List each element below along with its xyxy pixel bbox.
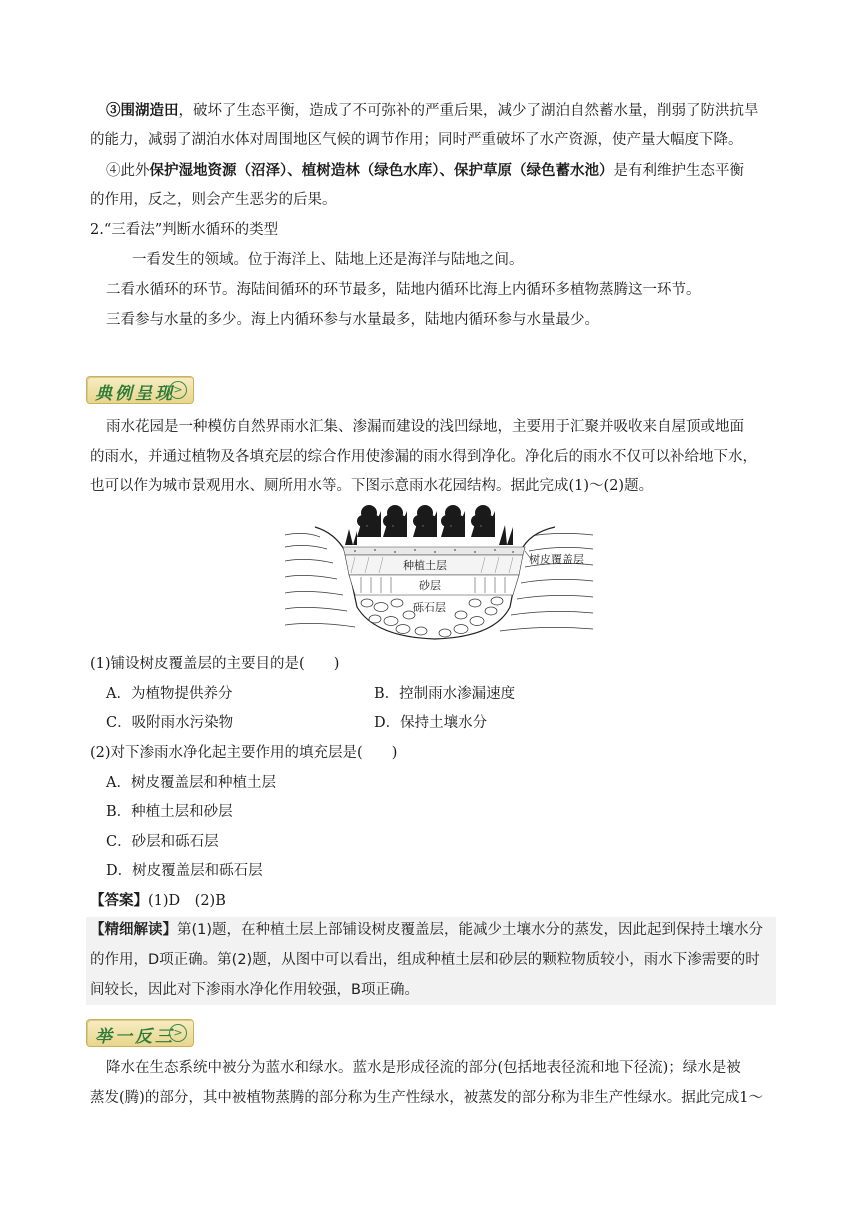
arrow-circle-icon: > (169, 381, 187, 399)
answer-text: (1)D (2)B (148, 893, 226, 909)
intro-line: 雨水花园是一种模仿自然界雨水汇集、渗漏而建设的浅凹绿地，主要用于汇聚并吸收来自屋顶或地面 (106, 419, 744, 435)
question-2: (2)对下渗雨水净化起主要作用的填充层是( ) (90, 745, 398, 761)
tail-line: 降水在生态系统中被分为蓝水和绿水。蓝水是形成径流的部分(包括地表径流和地下径流)；绿水是被 (106, 1060, 741, 1076)
term-enclosure: ③围湖造田 (106, 102, 179, 119)
intro-line: 也可以作为城市景观用水、厕所用水等。下图示意雨水花园结构。据此完成(1)～(2)题。 (90, 478, 654, 494)
explanation-label: 【精细解读】 (90, 922, 177, 938)
question-1: (1)铺设树皮覆盖层的主要目的是( ) (90, 656, 340, 672)
q2-option-b[interactable]: B．种植土层和砂层 (106, 804, 233, 820)
banner-title: 举一反三 (95, 1027, 175, 1047)
tail-line: 蒸发(腾)的部分，其中被植物蒸腾的部分称为生产性绿水，被蒸发的部分称为非生产性绿水。据此完成1～ (90, 1090, 764, 1106)
plant (383, 505, 407, 537)
paragraph-line: 的能力，减弱了湖泊水体对周围地区气候的调节作用；同时严重破坏了水产资源，使产量大幅度下降。 (90, 132, 743, 148)
q1-option-d[interactable]: D．保持土壤水分 (374, 715, 488, 731)
plant (413, 505, 437, 537)
text: ④此外 (106, 163, 150, 179)
paragraph-protection (106, 160, 744, 182)
text: 第(1)题，在种植土层上部铺设树皮覆盖层，能减少土壤水分的蒸发，因此起到保持土壤水分 (177, 922, 764, 938)
answer-label: 【答案】 (90, 892, 148, 909)
explanation-line (90, 919, 763, 941)
section-heading: 2.“三看法”判断水循环的类型 (90, 222, 279, 238)
banner-title: 典例呈现 (95, 384, 175, 404)
look-item-1: 一看发生的领域。位于海洋上、陆地上还是海洋与陆地之间。 (132, 252, 524, 268)
term-protection: 保护湿地资源（沼泽）、植树造林（绿色水库）、保护草原（绿色蓄水池） (149, 162, 614, 179)
text: ，破坏了生态平衡，造成了不可弥补的严重后果，减少了湖泊自然蓄水量，削弱了防洪抗旱 (178, 103, 759, 119)
explanation-block (86, 917, 776, 1005)
q1-option-b[interactable]: B．控制雨水渗漏速度 (374, 686, 516, 702)
example-banner (86, 376, 194, 404)
q1-option-c[interactable]: C．吸附雨水污染物 (106, 715, 234, 731)
label-sand: 砂层 (419, 579, 441, 592)
explanation-line: 的作用，D项正确。第(2)题，从图中可以看出，组成种植土层和砂层的颗粒物质较小，雨水下渗需要的时 (90, 952, 760, 968)
q2-option-a[interactable]: A．树皮覆盖层和种植土层 (106, 775, 276, 791)
plant (441, 505, 465, 537)
text: 是有利维护生态平衡 (613, 163, 744, 179)
answer (90, 890, 226, 912)
look-item-2: 二看水循环的环节。海陆间循环的环节最多，陆地内循环比海上内循环多植物蒸腾这一环节。 (106, 282, 701, 298)
intro-line: 的雨水，并通过植物及各填充层的综合作用使渗漏的雨水得到净化。净化后的雨水不仅可以补给地下水， (90, 449, 757, 465)
label-bark: 树皮覆盖层 (529, 553, 584, 566)
practice-banner (86, 1019, 194, 1047)
plant (357, 505, 381, 537)
q2-option-c[interactable]: C．砂层和砾石层 (106, 834, 219, 850)
q1-option-a[interactable]: A．为植物提供养分 (106, 686, 233, 702)
q2-option-d[interactable]: D．树皮覆盖层和砾石层 (106, 863, 263, 879)
paragraph-line: 的作用，反之，则会产生恶劣的后果。 (90, 192, 337, 208)
rain-garden-figure (285, 497, 593, 643)
label-gravel: 砾石层 (413, 601, 446, 614)
arrow-circle-icon: > (169, 1024, 187, 1042)
paragraph-enclosure (106, 100, 759, 122)
explanation-line: 间较长，因此对下渗雨水净化作用较强，B项正确。 (90, 982, 419, 998)
look-item-3: 三看参与水量的多少。海上内循环参与水量最多，陆地内循环参与水量最少。 (106, 312, 599, 328)
plant (471, 505, 495, 537)
label-soil: 种植土层 (403, 559, 447, 572)
